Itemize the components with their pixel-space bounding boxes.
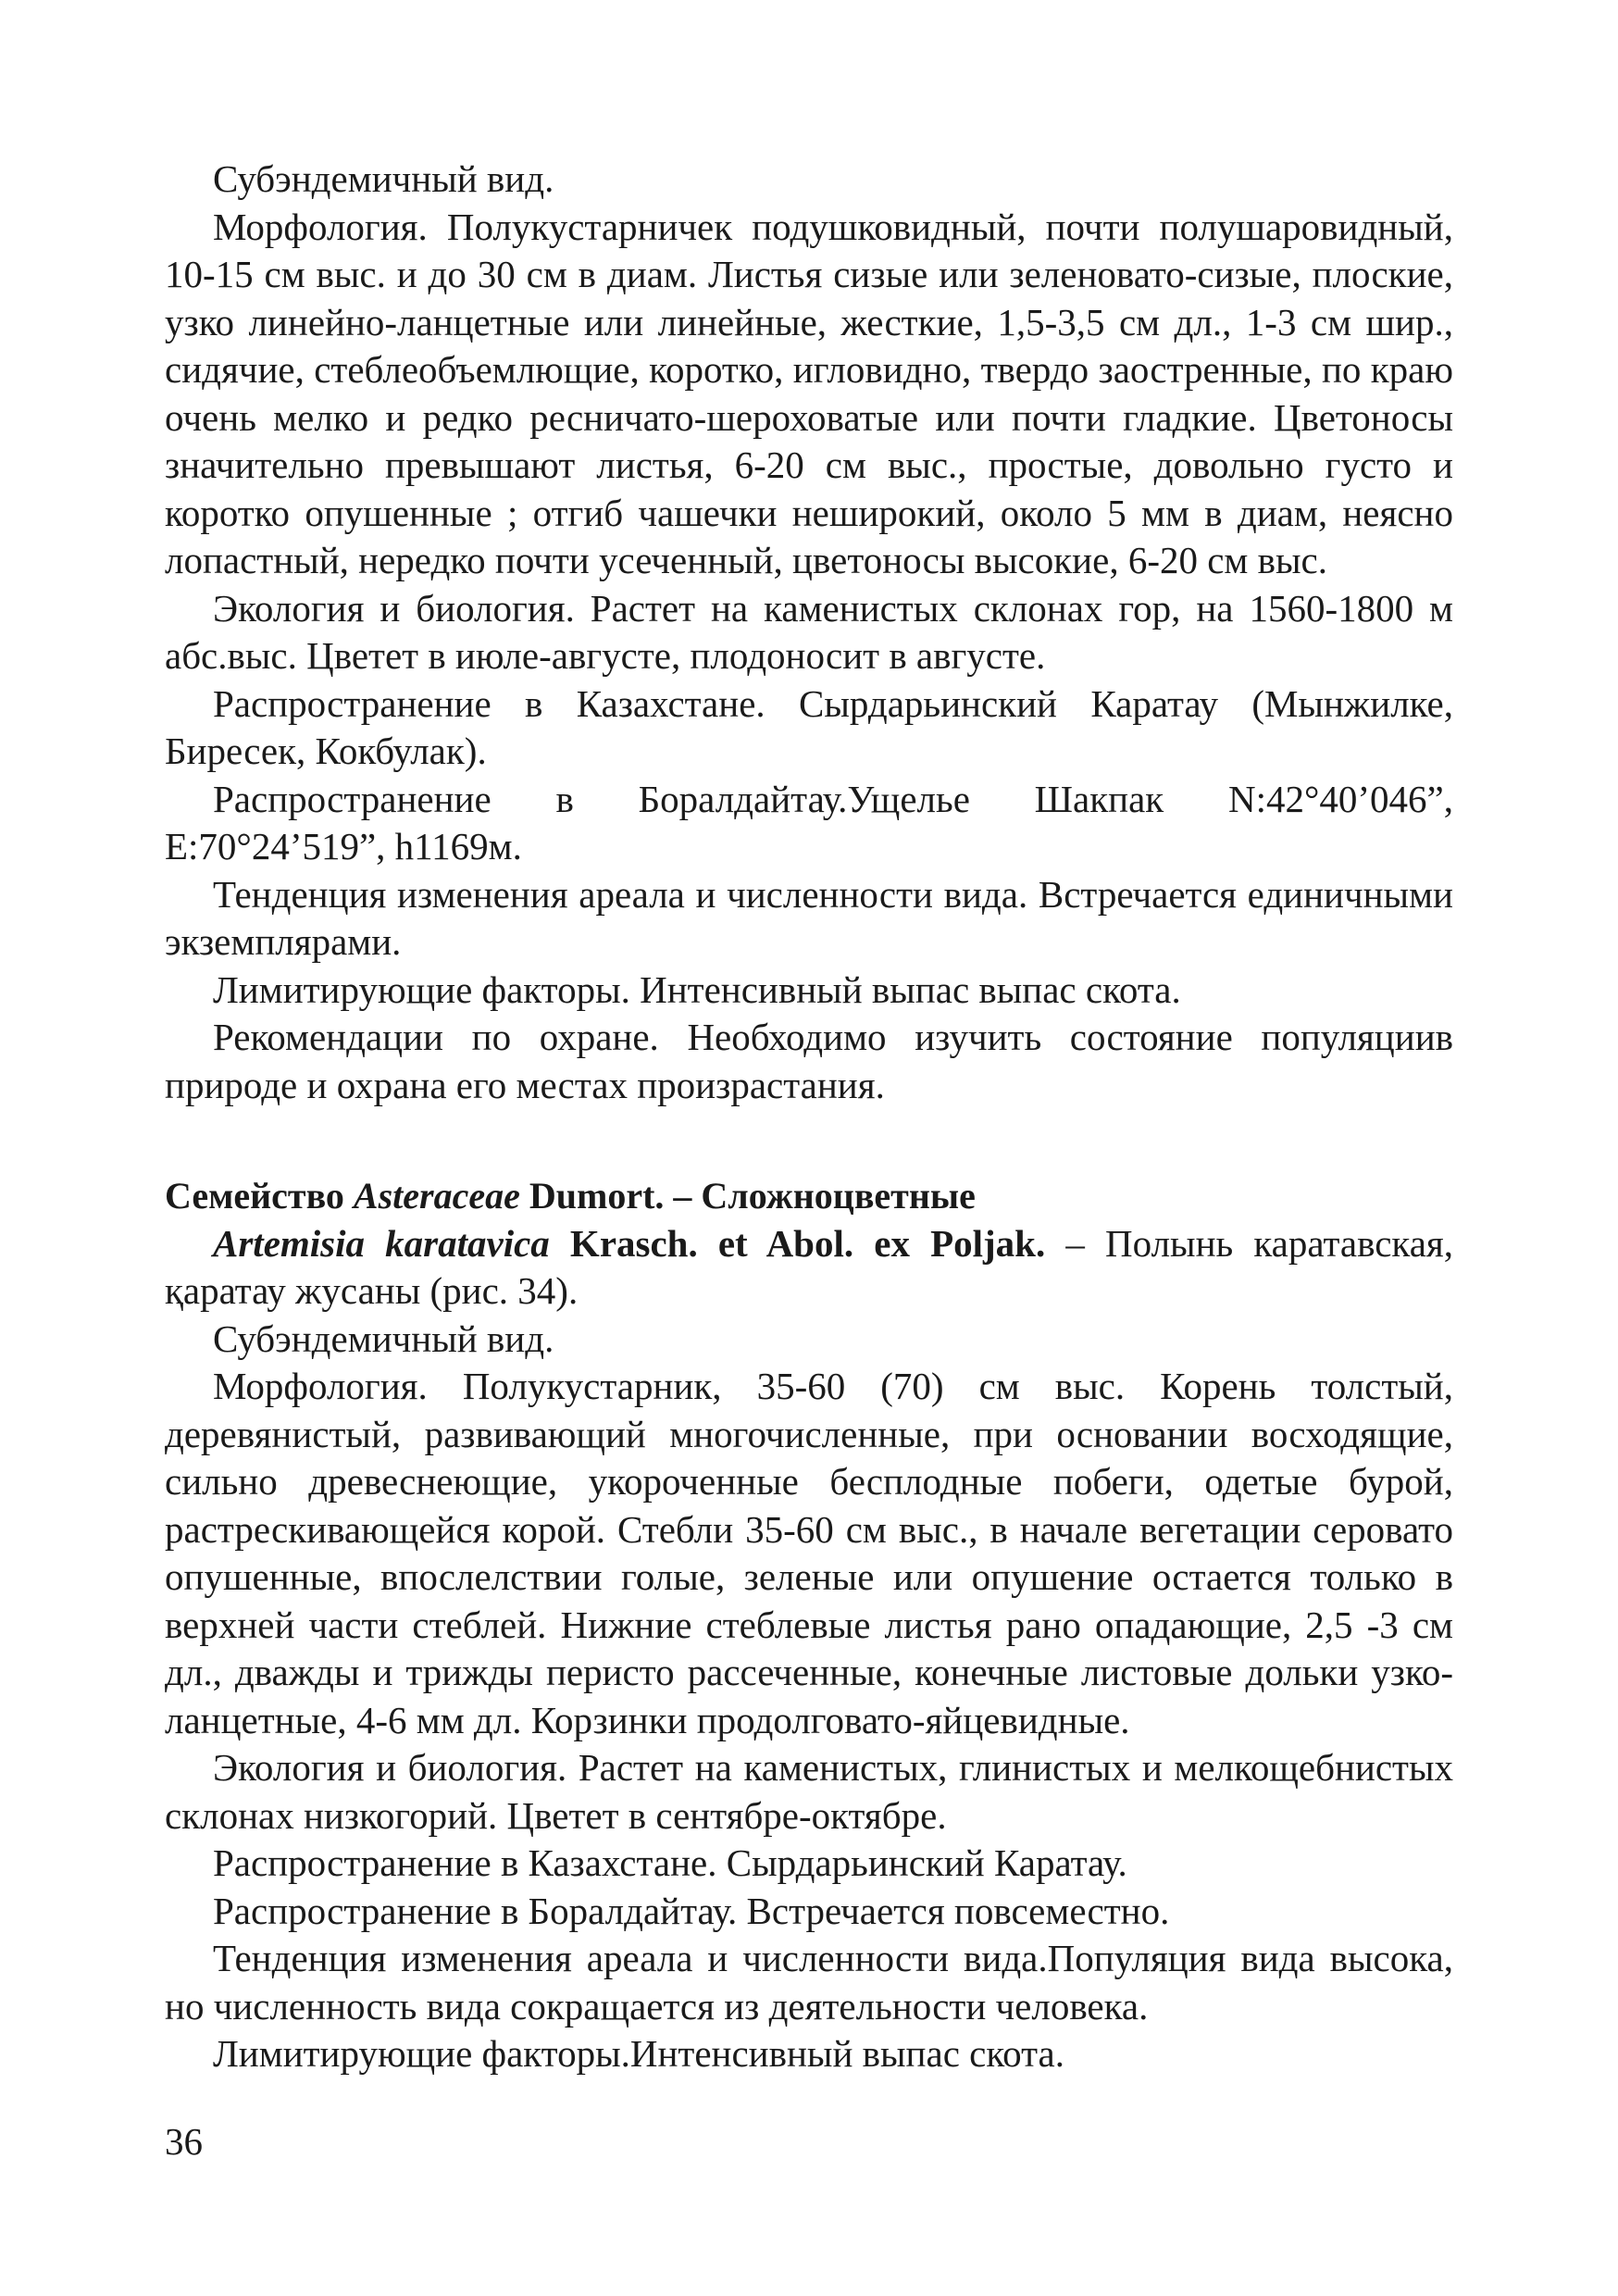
distribution-kazakhstan-paragraph: Распространение в Казахстане. Сырдарьинский Каратау. [213,1841,1127,1884]
limiting-factors-paragraph: Лимитирующие факторы. Интенсивный выпас выпас скота. [213,967,1181,1011]
trend-paragraph: Тенденция изменения ареала и численности вида.Популяция вида высока, но численность вида сокращается из деятельности человека. [165,1937,1453,2028]
morphology-paragraph: Морфология. Полукустарник, 35-60 (70) см выс. Корень толстый, деревянистый, развивающий многочисленные, при основании восходящие, сильно древеснеющие, укороченные бесплодные побеги, одетые бурой, растрескивающейся корой. Стебли 35-60 см выс., в начале вегетации серовато опушенные, впослелствии голые, зеленые или опушение остается только в верхней части стеблей. Нижние стеблевые листья рано опадающие, 2,5 -3 см дл., дважды и трижды перисто рассеченные, конечные листовые дольки узко-ланцетные, 4-6 мм дл. Корзинки продолговато-яйцевидные. [165,1365,1453,1741]
distribution-boraldaitau-paragraph: Распространение в Боралдайтау.Ущелье Шакпак N:42°40’046”, E:70°24’519”, h1169м. [165,777,1453,867]
family-latin-name: Asteraceae [353,1175,520,1217]
ecology-paragraph: Экология и биология. Растет на каменистых склонах гор, на 1560-1800 м абс.выс. Цветет в июле-августе, плодоносит в августе. [165,586,1453,677]
species-latin-name: Artemisia karatavica [213,1221,550,1265]
status-paragraph: Субэндемичный вид. [213,157,554,200]
distribution-boraldaitau-paragraph: Распространение в Боралдайтау. Встречается повсеместно. [213,1889,1170,1932]
species-authors: Krasch. et Abol. ex Poljak. [549,1221,1046,1265]
family-suffix: Dumort. – Сложноцветные [519,1175,976,1217]
family-prefix: Семейство [165,1175,354,1217]
page-number: 36 [165,2120,203,2163]
ecology-paragraph: Экология и биология. Растет на каменистых, глинистых и мелкощебнистых склонах низкогорий. Цветет в сентябре-октябре. [165,1746,1453,1837]
family-heading [165,1172,1453,1220]
limiting-factors-paragraph: Лимитирующие факторы.Интенсивный выпас скота. [213,2032,1064,2075]
page-body [165,156,1453,2078]
distribution-kazakhstan-paragraph: Распространение в Казахстане. Сырдарьинский Каратау (Мынжилке, Биресек, Кокбулак). [165,681,1453,772]
species-title [165,1220,1453,1316]
section-spacer [165,1109,1453,1172]
trend-paragraph: Тенденция изменения ареала и численности вида. Встречается единичными экземплярами. [165,872,1453,963]
recommendations-paragraph: Рекомендации по охране. Необходимо изучить состояние популяциив природе и охрана его местах произрастания. [165,1016,1453,1106]
status-paragraph: Субэндемичный вид. [213,1316,554,1360]
species-common-name: – Полынь каратавская, қаратау жусаны (рис. 34). [165,1221,1454,1312]
morphology-paragraph: Морфология. Полукустарничек подушковидный, почти полушаровидный, 10-15 см выс. и до 30 см в диам. Листья сизые или зеленовато-сизые, плоские, узко линейно-ланцетные или линейные, жесткие, 1,5-3,5 см дл., 1-3 см шир., сидячие, стеблеобъемлющие, коротко, игловидно, твердо заостренные, по краю очень мелко и редко ресничато-шероховатые или почти гладкие. Цветоносы значительно превышают листья, 6-20 см выс., простые, довольно густо и коротко опушенные ; отгиб чашечки неширокий, около 5 мм в диам, неясно лопастный, нередко почти усеченный, цветоносы высокие, 6-20 см выс. [165,205,1453,581]
